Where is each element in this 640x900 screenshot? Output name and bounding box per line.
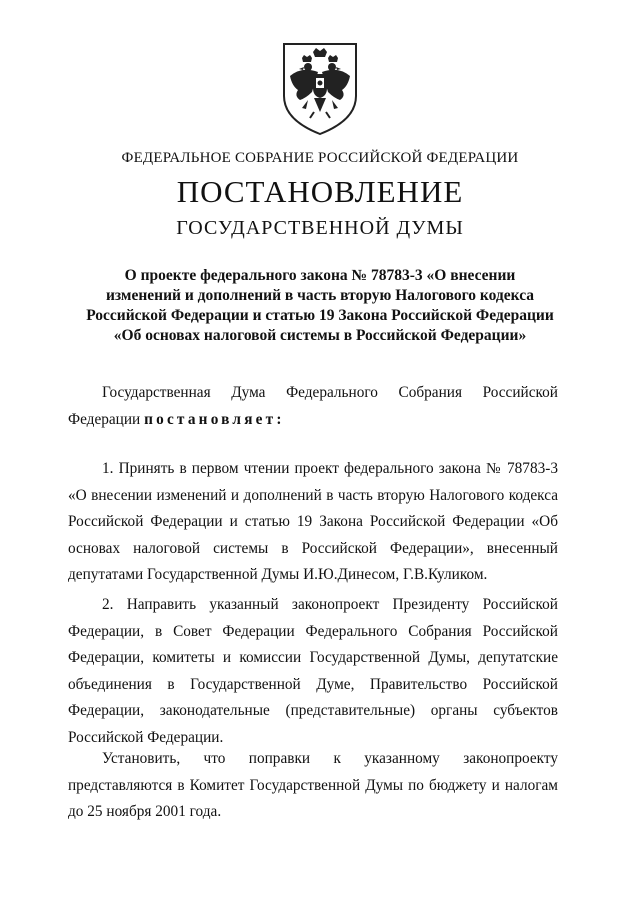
intro-paragraph [68,380,558,433]
organization-name: ФЕДЕРАЛЬНОЕ СОБРАНИЕ РОССИЙСКОЙ ФЕДЕРАЦИИ [121,150,519,166]
subject-line: изменений и дополнений в часть вторую Налогового кодекса [105,287,535,304]
coat-of-arms-emblem [280,40,360,136]
document-subtitle: ГОСУДАРСТВЕННОЙ ДУМЫ [176,217,464,239]
document-title: ПОСТАНОВЛЕНИЕ [176,174,464,209]
double-headed-eagle-icon [280,40,360,136]
intro-text: Государственная Дума Федерального Собрания Российской Федерации [68,384,558,428]
subject-line: «Об основах налоговой системы в Российской Федерации» [113,327,527,344]
point-2-paragraph [68,592,558,751]
point-2-text: 2. Направить указанный законопроект Президенту Российской Федерации, в Совет Федерации Федерального Собрания Российской Федерации, комитеты и комиссии Государственной Думы, депутатские объединения в Государственной Думе, Правительство Российской Федерации, законодательные (представительные) органы субъектов Российской Федерации. [68,596,558,746]
closing-paragraph [68,746,558,826]
resolves-word: постановляет: [144,410,285,428]
point-1-text: 1. Принять в первом чтении проект федерального закона № 78783-3 «О внесении изменений и дополнений в часть вторую Налогового кодекса Российской Федерации и статью 19 Закона Российской Федерации «Об основах налоговой системы в Российской Федерации», внесенный депутатами Государственной Думы И.Ю.Динесом, Г.В.Куликом. [68,460,558,583]
subject-line: О проекте федерального закона № 78783-3 «О внесении [124,267,516,284]
subject-line: Российской Федерации и статью 19 Закона Российской Федерации [86,307,554,324]
closing-text: Установить, что поправки к указанному законопроекту представляются в Комитет Государственной Думы по бюджету и налогам до 25 ноября 2001 года. [68,750,558,820]
document-subject [70,266,570,346]
point-1-paragraph [68,456,558,589]
